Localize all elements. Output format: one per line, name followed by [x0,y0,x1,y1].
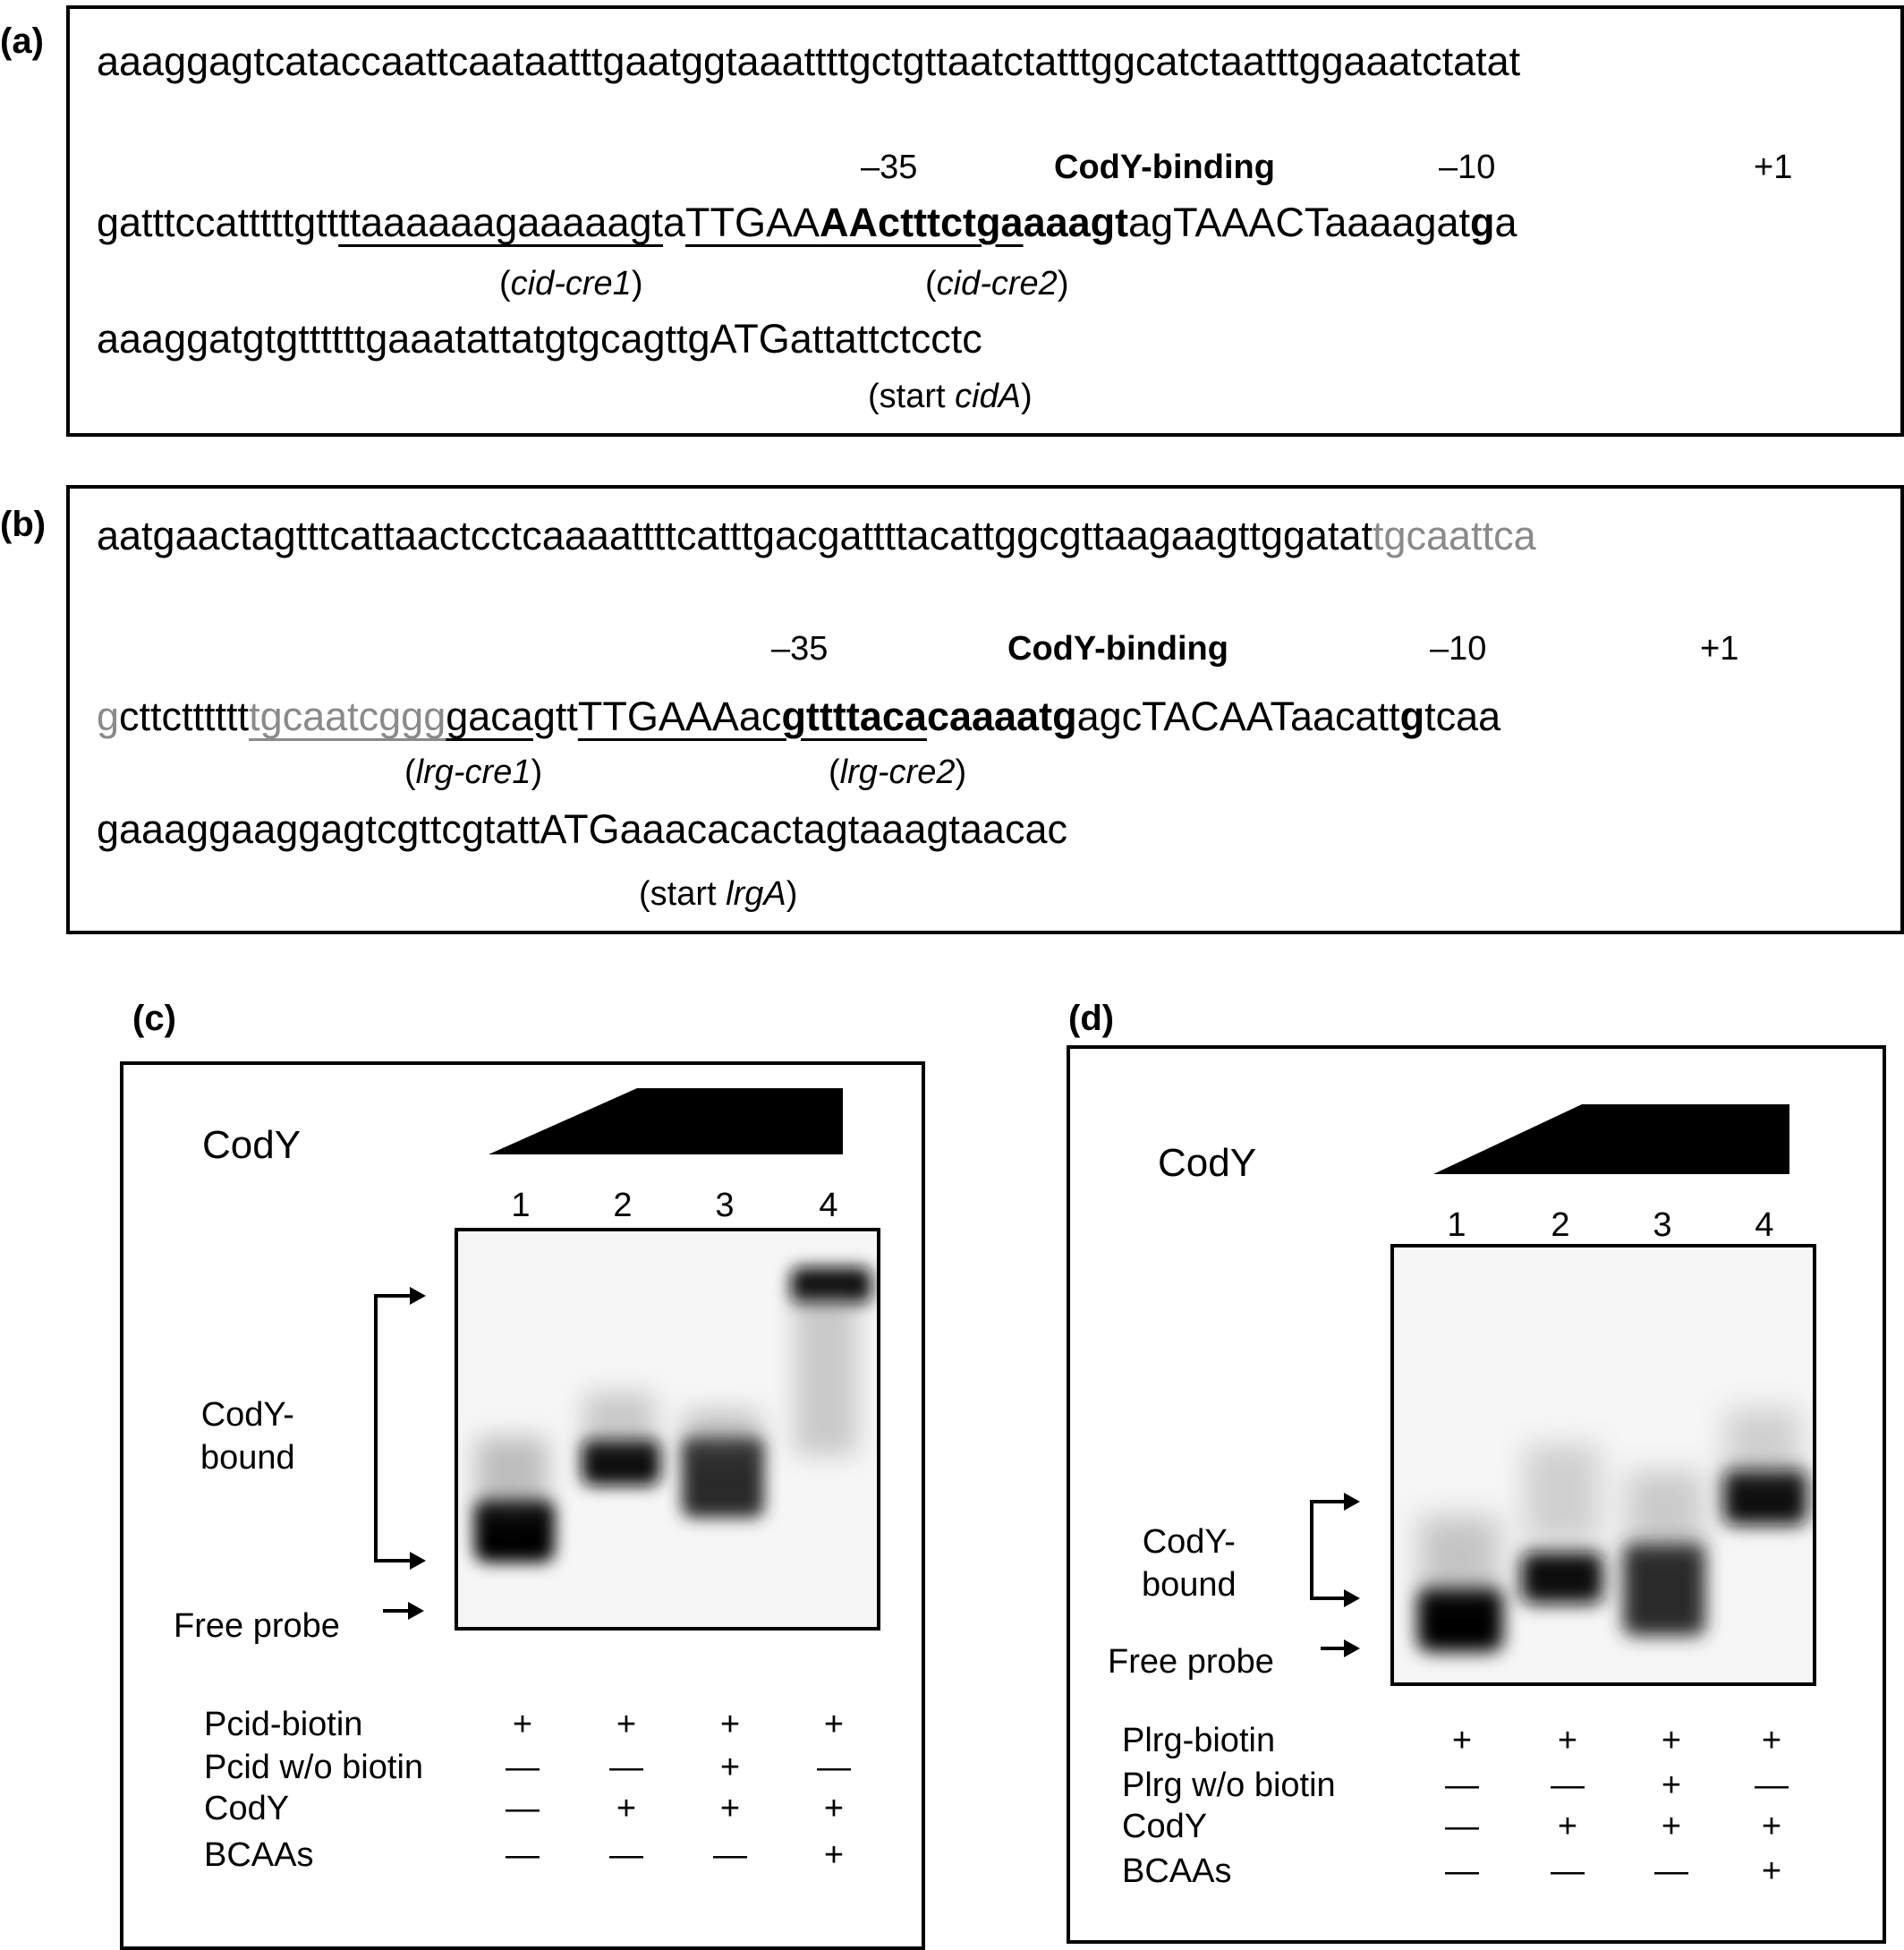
panel-a-plus1-label: +1 [1754,149,1793,186]
panel-d-cell: — [1445,1808,1479,1845]
panel-a-seq-line-2 [97,202,1517,243]
panel-c-cell: — [713,1836,747,1874]
panel-a-start-cidA-label: (start cidA) [868,378,1033,415]
sequence-segment: gaca [446,694,533,739]
panel-a-codY-binding-label: CodY-binding [1054,149,1275,186]
panel-b-minus35-label: –35 [771,630,829,668]
cidA-name: cidA [955,378,1022,415]
sequence-segment: agcTACAATaacatt [1076,694,1400,739]
sequence-segment: a [1494,200,1517,245]
sequence-segment: g [97,694,120,739]
panel-c-row-label: CodY [204,1790,290,1827]
panel-d-row-label: BCAAs [1122,1852,1232,1890]
panel-c-row-label: BCAAs [204,1836,314,1874]
panel-c-lane-3-number: 3 [715,1187,735,1224]
start-prefix: start [879,378,956,415]
panel-d-lane-1-number: 1 [1447,1206,1466,1244]
panel-d-row-label: Plrg-biotin [1122,1722,1276,1759]
sequence-segment: cttctttttt [119,694,250,739]
panel-c-cell: + [616,1790,637,1827]
panel-d-codY-bound-label: CodY- bound [1142,1523,1237,1604]
sequence-segment: tcaa [1424,694,1501,739]
panel-d-gel-image [1390,1244,1816,1686]
panel-a-minus10-label: –10 [1439,149,1496,186]
sequence-segment: agTAAACTaaaagat [1128,200,1471,245]
panel-d-lane-4-number: 4 [1755,1206,1774,1244]
panel-c-lane-1-number: 1 [511,1187,531,1224]
panel-c-cell: + [512,1706,533,1743]
start-prefix: start [650,875,727,913]
panel-d-letter: (d) [1068,999,1115,1038]
panel-d-lane-2-number: 2 [1551,1206,1570,1244]
panel-d-cell: + [1761,1722,1782,1759]
panel-c-cell: — [506,1749,540,1786]
panel-d-cell: — [1445,1767,1479,1804]
panel-b-plus1-label: +1 [1700,630,1739,668]
panel-a-minus35-label: –35 [861,149,918,186]
sequence-segment: gtt [532,694,578,739]
panel-d-cell: + [1661,1722,1682,1759]
sequence-segment: a [663,200,686,245]
panel-d-cell: — [1654,1852,1688,1890]
sequence-segment: TTGAAAac [577,694,782,739]
panel-c-cell: — [506,1836,540,1874]
panel-b-seq-line-1 [97,515,1536,556]
panel-b-seq-line-3: gaaaggaaggagtcgttcgtattATGaaacacactagtaaagtaacac [97,806,1067,852]
lrgA-name: lrgA [726,875,786,913]
panel-d-cell: + [1761,1808,1782,1845]
cid-cre2-name: cid-cre2 [936,265,1058,302]
sequence-segment: tgcaattca [1372,513,1536,558]
panel-d-cell: + [1661,1767,1682,1804]
sequence-segment: ttaaaaaagaaaaagt [338,200,663,245]
sequence-segment: caaaatg [926,694,1077,739]
sequence-segment: g [1470,200,1495,245]
sequence-segment: tgcaatcggg [249,694,446,739]
panel-a-letter: (a) [0,21,44,61]
panel-c-cell: + [823,1836,845,1874]
panel-d-free-probe-label: Free probe [1108,1643,1274,1681]
panel-b-seq-line-2 [97,696,1500,737]
panel-d-cell: + [1451,1722,1473,1759]
panel-b-letter: (b) [0,505,47,544]
sequence-segment: TTGAA [685,200,820,245]
panel-d-cell: — [1551,1767,1585,1804]
sequence-segment: aatgaactagtttcattaactcctcaaaattttcatttgacgattttacattggcgttaagaagttggatat [97,513,1373,558]
panel-c-gel-image [455,1228,880,1631]
panel-c-letter: (c) [132,999,176,1038]
panel-a-cid-cre1-label: (cid-cre1) [499,265,643,302]
sequence-segment: aaagt [1023,200,1129,245]
panel-c-cell: + [719,1749,741,1786]
panel-c-cell: — [609,1836,643,1874]
panel-a-seq-line-3: aaaggatgtgttttttgaaatattatgtgcagttgATGattattctcctc [97,316,982,362]
panel-c-lane-2-number: 2 [613,1187,633,1224]
panel-c-cell: + [719,1790,741,1827]
sequence-segment: gatttccatttttgtt [97,200,339,245]
lane-2-shifted-band [1521,1552,1603,1604]
panel-d-row-label: Plrg w/o biotin [1122,1767,1336,1804]
panel-d-cell: + [1557,1722,1578,1759]
panel-b-minus10-label: –10 [1430,630,1487,668]
panel-c-codY-bound-label: CodY- bound [200,1396,295,1477]
panel-c-cell: + [719,1706,741,1743]
panel-c-cody-label: CodY [202,1123,302,1167]
lane-1-free-probe-band [1417,1588,1503,1652]
lane-3-mixed-band [1623,1543,1705,1636]
panel-b-start-lrgA-label: (start lrgA) [639,875,798,913]
panel-c-cell: + [823,1706,845,1743]
panel-d-cody-label: CodY [1158,1141,1257,1185]
panel-b-codY-binding-label: CodY-binding [1007,630,1228,668]
panel-c-lane-4-number: 4 [819,1187,838,1224]
panel-c-cell: — [817,1749,851,1786]
panel-d-cell: — [1445,1852,1479,1890]
sequence-segment: g [1399,694,1425,739]
panel-d-cell: — [1551,1852,1585,1890]
panel-d-row-label: CodY [1122,1808,1208,1845]
panel-c-row-label: Pcid-biotin [204,1706,363,1743]
panel-d-cell: + [1761,1852,1782,1890]
sequence-segment: gttttaca [781,694,927,739]
panel-c-free-probe-label: Free probe [174,1607,340,1645]
lrg-cre2-name: lrg-cre2 [839,754,956,791]
panel-c-cell: + [616,1706,637,1743]
panel-b-lrg-cre2-label: (lrg-cre2) [829,754,967,791]
panel-c-row-label: Pcid w/o biotin [204,1749,424,1786]
panel-d-lane-3-number: 3 [1653,1206,1672,1244]
panel-a-seq-line-1: aaaggagtcataccaattcaataatttgaatggtaaattttgctgttaatctatttggcatctaatttggaaatctatat [97,38,1521,84]
sequence-segment: AActttctga [820,200,1024,245]
panel-b-lrg-cre1-label: (lrg-cre1) [404,754,543,791]
panel-d-cell: — [1755,1767,1789,1804]
cid-cre1-name: cid-cre1 [510,265,632,302]
panel-c-cell: — [609,1749,643,1786]
panel-d-cell: + [1557,1808,1578,1845]
panel-c-cell: — [506,1790,540,1827]
lrg-cre1-name: lrg-cre1 [415,754,531,791]
panel-a-cid-cre2-label: (cid-cre2) [925,265,1069,302]
panel-d-cell: + [1661,1808,1682,1845]
panel-c-cell: + [823,1790,845,1827]
